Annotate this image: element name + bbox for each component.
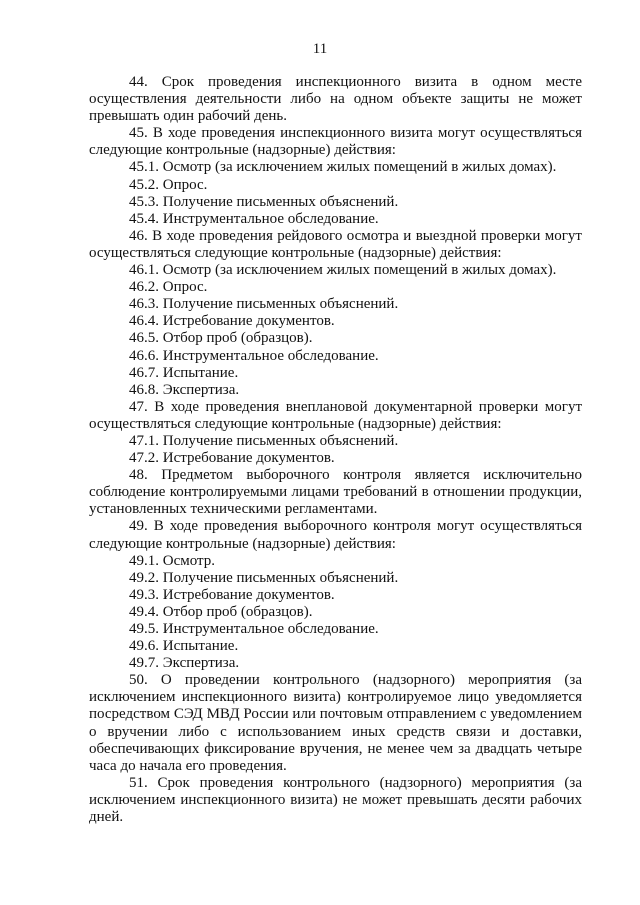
paragraph-47: 47. В ходе проведения внеплановой документарной проверки могут осуществляться следующие контрольные (надзорные) действия: xyxy=(89,398,582,432)
item-46-6: 46.6. Инструментальное обследование. xyxy=(129,347,379,364)
item-49-3: 49.3. Истребование документов. xyxy=(129,586,335,603)
item-49-5: 49.5. Инструментальное обследование. xyxy=(129,621,379,637)
paragraph-44: 44. Срок проведения инспекционного визита в одном месте осуществления деятельности либо на одном объекте защиты не может превышать один рабочий день. xyxy=(89,74,582,125)
paragraph-50: 50. О проведении контрольного (надзорного) мероприятия (за исключением инспекционного визита) контролируемое лицо уведомляется посредством СЭД МВД России или почтовым отправлением с уведомлением о вручении либо с использованием иных средств связи и доставки, обеспечивающих фиксирование вручения, не менее чем за двадцать четыре часа до начала его проведения. xyxy=(89,672,582,774)
item-46-1: 46.1. Осмотр (за исключением жилых помещений в жилых домах). xyxy=(129,262,557,279)
item-45-2: 45.2. Опрос. xyxy=(129,176,208,193)
item-46-3: 46.3. Получение письменных объяснений. xyxy=(129,296,399,313)
item-47-1: 47.1. Получение письменных объяснений. xyxy=(129,432,399,449)
item-49-2: 49.2. Получение письменных объяснений. xyxy=(129,569,399,586)
paragraph-45: 45. В ходе проведения инспекционного визита могут осуществляться следующие контрольные (надзорные) действия: xyxy=(89,125,582,159)
page-number: 11 xyxy=(312,41,328,57)
item-46-5: 46.5. Отбор проб (образцов). xyxy=(129,330,313,347)
item-45-3: 45.3. Получение письменных объяснений. xyxy=(129,193,399,210)
paragraph-49: 49. В ходе проведения выборочного контроля могут осуществляться следующие контрольные (надзорные) действия: xyxy=(89,518,582,552)
document-body xyxy=(89,74,582,826)
item-49-4: 49.4. Отбор проб (образцов). xyxy=(129,603,313,620)
item-46-4: 46.4. Истребование документов. xyxy=(129,313,335,330)
item-49-7: 49.7. Экспертиза. xyxy=(129,655,240,672)
paragraph-48: 48. Предметом выборочного контроля является исключительно соблюдение контролируемыми лицами требований в отношении продукции, установленных техническими регламентами. xyxy=(89,467,582,518)
paragraph-51: 51. Срок проведения контрольного (надзорного) мероприятия (за исключением инспекционного визита) не может превышать десяти рабочих дней. xyxy=(89,774,582,826)
item-49-1: 49.1. Осмотр. xyxy=(129,552,216,569)
item-46-8: 46.8. Экспертиза. xyxy=(129,381,240,398)
item-46-7: 46.7. Испытание. xyxy=(129,364,239,381)
item-49-6: 49.6. Испытание. xyxy=(129,638,239,655)
item-47-2: 47.2. Истребование документов. xyxy=(129,450,335,467)
item-45-4: 45.4. Инструментальное обследование. xyxy=(129,210,379,227)
item-45-1: 45.1. Осмотр (за исключением жилых помещений в жилых домах). xyxy=(129,159,557,176)
item-46-2: 46.2. Опрос. xyxy=(129,279,208,296)
paragraph-46: 46. В ходе проведения рейдового осмотра и выездной проверки могут осуществляться следующие контрольные (надзорные) действия: xyxy=(89,227,582,261)
